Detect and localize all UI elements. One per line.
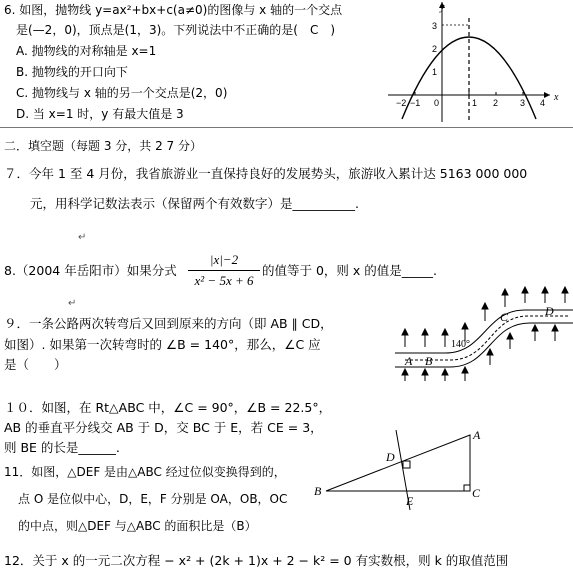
q8-after: 的值等于 0，则 x 的值是_____. <box>262 263 437 278</box>
q12-line1: 12．关于 x 的一元二次方程 − x² + (2k + 1)x + 2 − k² = 0 有实数根，则 k 的取值范围 <box>4 553 509 568</box>
divider-rule <box>0 127 573 128</box>
graph-xtick-m2: −2 <box>396 98 407 108</box>
graph-x-label: x <box>554 92 559 103</box>
fig10-label-b: B <box>314 484 322 498</box>
return-mark: ↵ <box>78 232 87 243</box>
q11-line3: 的中点，则△DEF 与△ABC 的面积比是（B） <box>18 519 257 533</box>
fig10-label-e: E <box>406 494 414 508</box>
q7-line1: ７．今年 1 至 4 月份，我省旅游业一直保持良好的发展势头，旅游收入累计达 5163 000 000 <box>4 166 528 181</box>
graph-xtick-1: 1 <box>472 98 478 108</box>
q8-numerator: |x|−2 <box>209 252 239 267</box>
q10-triangle-figure <box>310 425 500 515</box>
graph-ytick-3: 3 <box>432 21 438 31</box>
q11-line1: 11．如图，△DEF 是由△ABC 经过位似变换得到的， <box>4 465 286 479</box>
q6-stem-line1: 6. 如图，抛物线 y=ax²+bx+c(a≠0)的图像与 x 轴的一个交点 <box>4 3 343 17</box>
q6-parabola-graph <box>388 0 573 128</box>
q9-road-figure <box>395 285 573 383</box>
graph-ytick-1: 1 <box>432 67 438 77</box>
fig9-label-c: C <box>500 310 509 324</box>
graph-xtick-3: 3 <box>520 98 526 108</box>
q6-option-a: A. 抛物线的对称轴是 x=1 <box>16 44 157 58</box>
q10-line3: 则 BE 的长是______. <box>4 440 120 455</box>
q6-option-d: D. 当 x=1 时，y 有最大值是 3 <box>16 107 184 121</box>
q6-stem-line2: 是(—2，0)，顶点是(1，3)。下列说法中不正确的是( C ) <box>16 23 336 37</box>
q10-line1: １０．如图，在 Rt△ABC 中，∠C = 90°，∠B = 22.5°， <box>4 400 332 415</box>
q8-denominator: x² − 5x + 6 <box>194 273 254 288</box>
q7-line2: 元，用科学记数法表示（保留两个有效数字）是__________. <box>30 196 359 211</box>
graph-xtick-0: 0 <box>434 98 440 108</box>
graph-ytick-2: 2 <box>432 44 438 54</box>
q6-option-c: C. 抛物线与 x 轴的另一个交点是(2，0) <box>16 86 228 100</box>
graph-xtick-m1: −1 <box>410 98 421 108</box>
fig9-label-b: B <box>425 354 433 368</box>
fig9-label-d: D <box>545 304 554 318</box>
graph-y-label: y <box>440 2 445 13</box>
q9-line2: 如图）. 如果第一次转弯时的 ∠B = 140°，那么，∠C 应 <box>4 337 321 352</box>
fig10-label-d: D <box>386 450 395 464</box>
q8-before: 8.（2004 年岳阳市）如果分式 <box>4 263 177 278</box>
fig10-label-a: A <box>473 428 481 442</box>
fig9-angle-label: 140° <box>451 339 470 350</box>
q9-line1: ９．一条公路两次转弯后又回到原来的方向（即 AB ∥ CD， <box>4 316 333 331</box>
q8-fraction-bar <box>188 270 260 271</box>
fig10-label-c: C <box>472 486 481 500</box>
return-mark: ↵ <box>68 298 77 309</box>
section-heading: 二．填空题（每题 3 分，共 2 7 分） <box>4 139 202 153</box>
q6-option-b: B. 抛物线的开口向下 <box>16 65 128 79</box>
q11-line2: 点 O 是位似中心，D，E，F 分别是 OA，OB，OC <box>18 492 288 506</box>
fig9-label-a: A <box>405 354 413 368</box>
graph-xtick-2: 2 <box>493 98 499 108</box>
q10-line2: AB 的垂直平分线交 AB 于 D，交 BC 于 E，若 CE = 3， <box>4 420 323 435</box>
graph-xtick-4: 4 <box>540 98 546 108</box>
q9-line3: 是（ ） <box>4 357 67 372</box>
